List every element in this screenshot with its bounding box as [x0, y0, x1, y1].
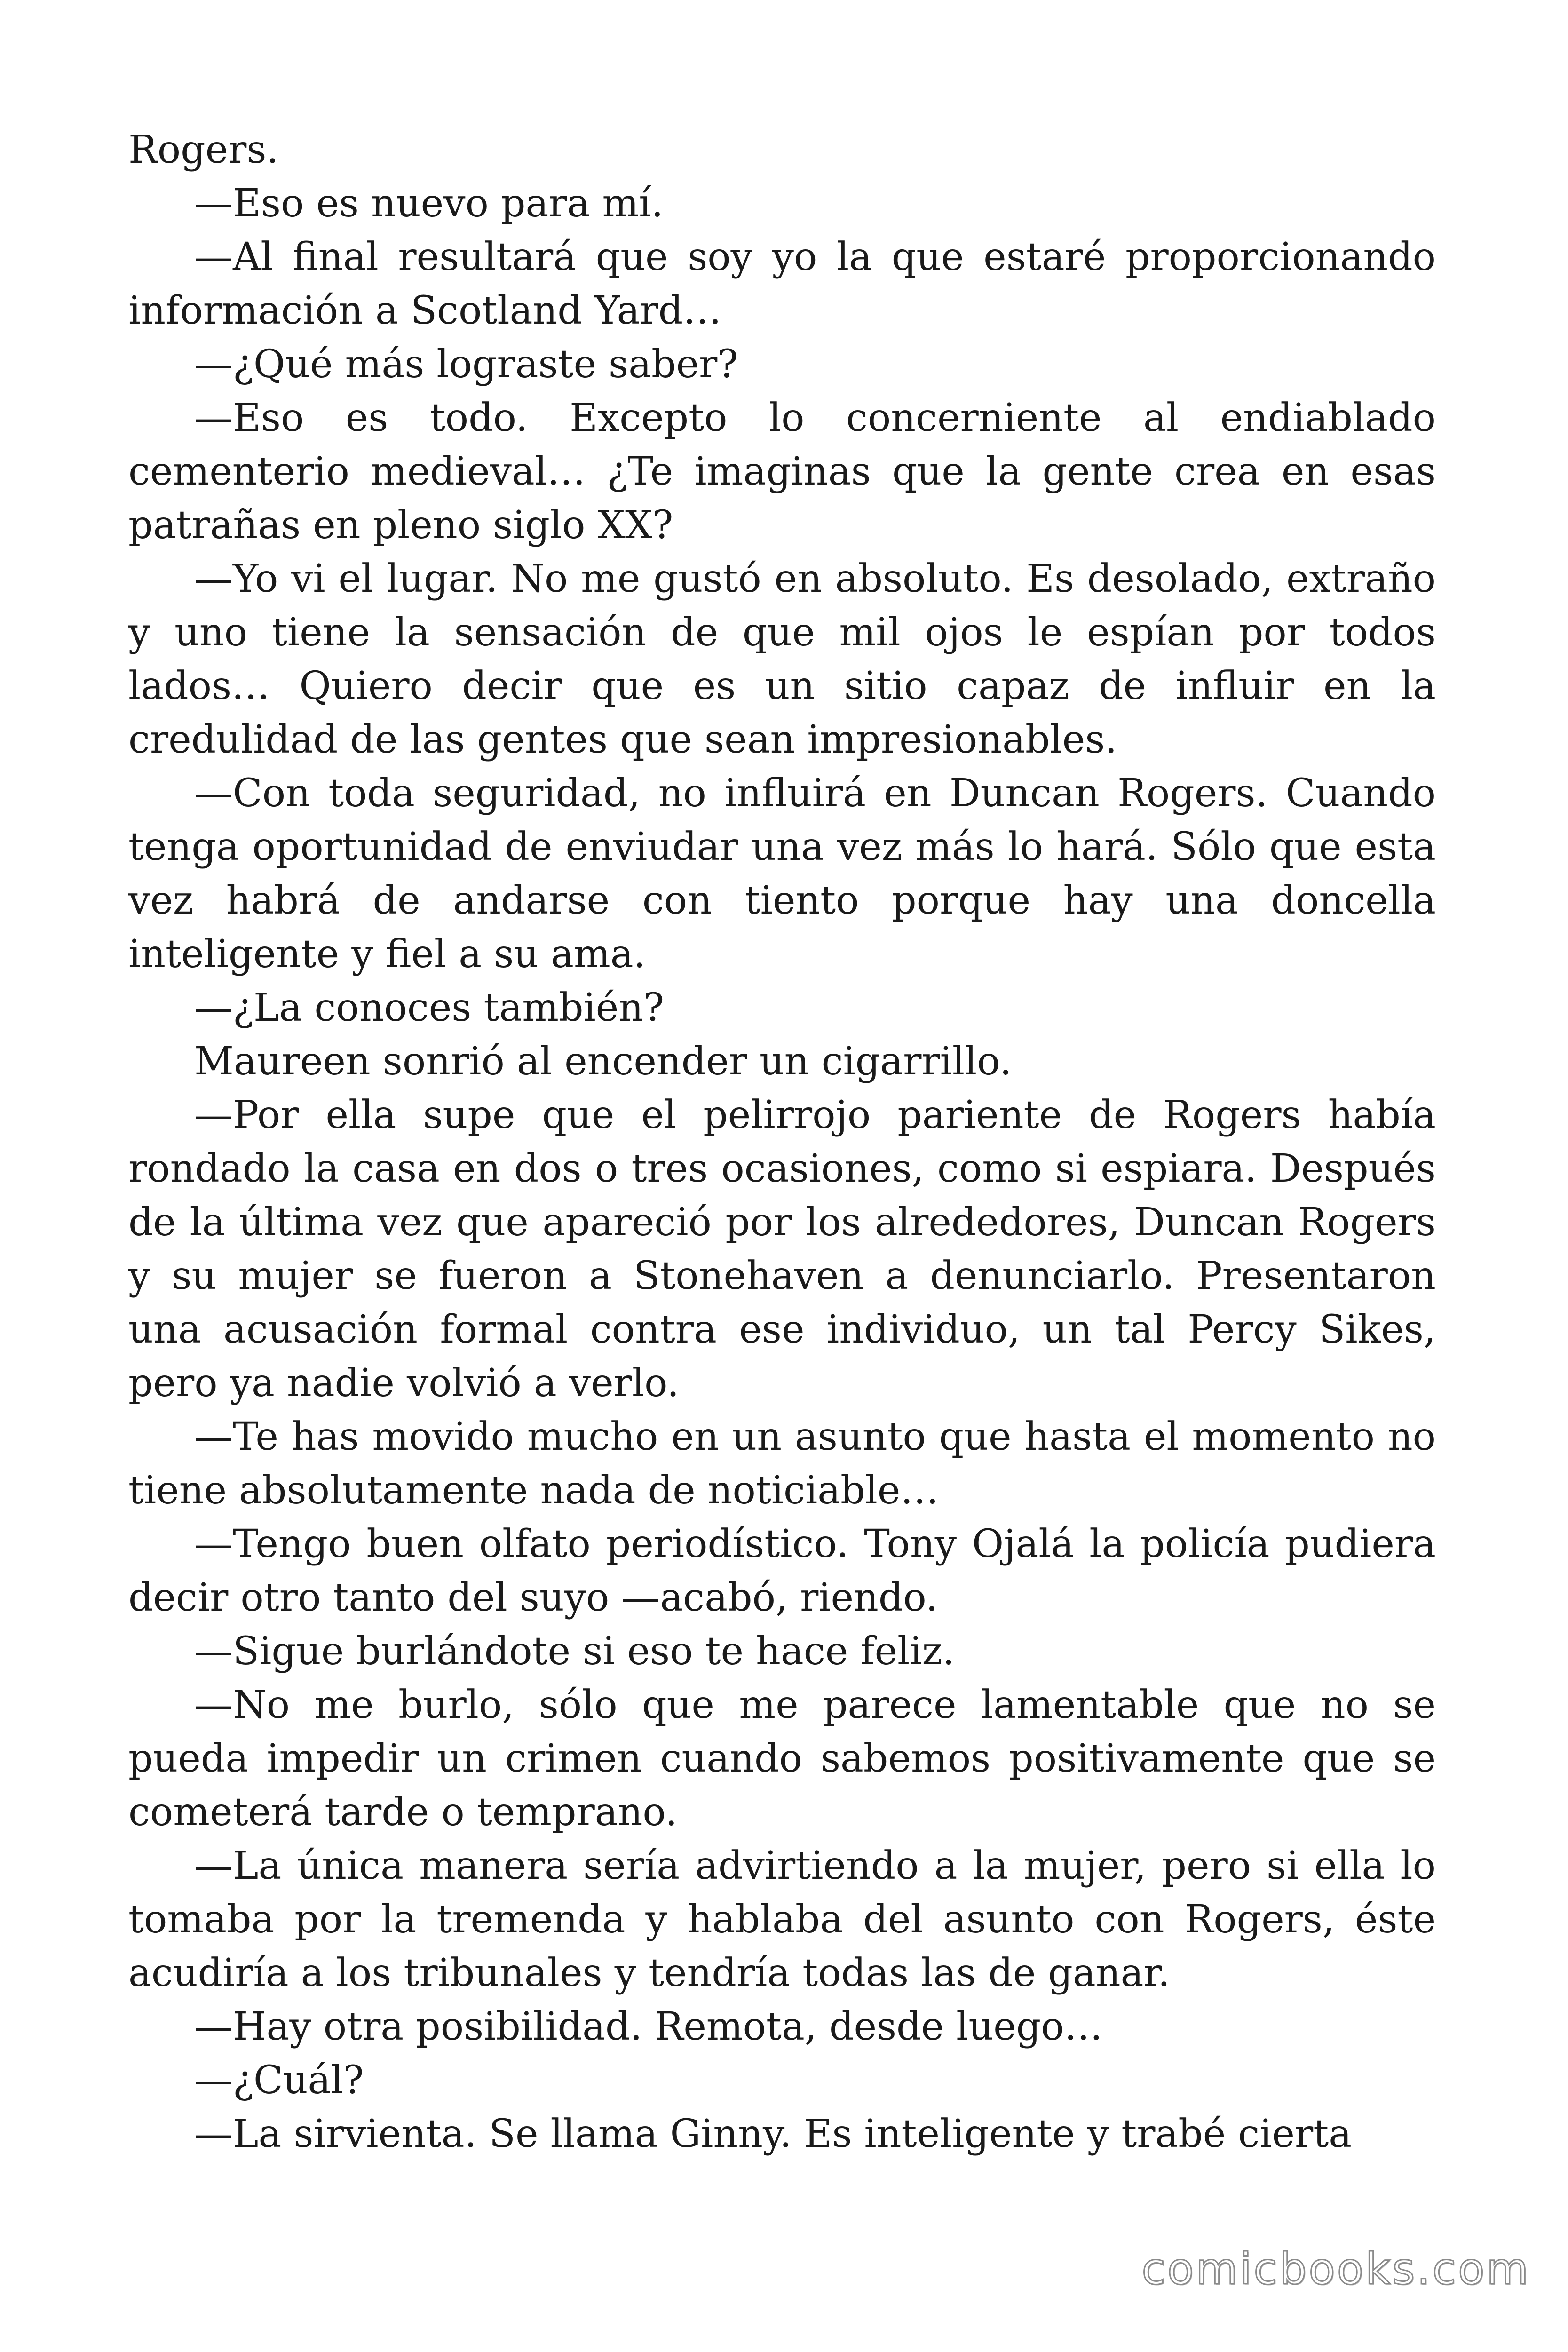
paragraph: —Hay otra posibilidad. Remota, desde luego… — [194, 2004, 1103, 2049]
paragraph: —Yo vi el lugar. No me gustó en absoluto. Es desolado, extraño y uno tiene la sensación de que mil ojos le espían por todos lados… Quiero decir que es un sitio capaz de influir en la credulidad de las gentes que sean impresionables. — [128, 556, 1436, 762]
paragraph: —La única manera sería advirtiendo a la mujer, pero si ella lo tomaba por la tremenda y hablaba del asunto con Rogers, éste acudiría a los tribunales y tendría todas las de ganar. — [128, 1843, 1436, 1995]
paragraph: Rogers. — [128, 127, 279, 172]
paragraph: —¿Qué más lograste saber? — [194, 342, 738, 387]
watermark: comicbooks.com — [1141, 2244, 1530, 2294]
paragraph: —La sirvienta. Se llama Ginny. Es inteligente y trabé cierta — [194, 2112, 1352, 2156]
paragraph: Maureen sonrió al encender un cigarrillo. — [194, 1039, 1012, 1084]
body-text — [128, 123, 1436, 2161]
paragraph: —Por ella supe que el pelirrojo pariente de Rogers había rondado la casa en dos o tres ocasiones, como si espiara. Después de la última vez que apareció por los alrededores, Duncan Rogers y su mujer se fueron a Stonehaven a denunciarlo. Presentaron una acusación formal contra ese individuo, un tal Percy Sikes, pero ya nadie volvió a verlo. — [128, 1093, 1436, 1406]
paragraph: —Al final resultará que soy yo la que estaré proporcionando información a Scotland Yard… — [128, 235, 1436, 333]
paragraph: —Tengo buen olfato periodístico. Tony Ojalá la policía pudiera decir otro tanto del suyo —acabó, riendo. — [128, 1522, 1436, 1620]
paragraph: —Te has movido mucho en un asunto que hasta el momento no tiene absolutamente nada de noticiable… — [128, 1414, 1436, 1513]
paragraph: —¿Cuál? — [194, 2058, 364, 2103]
paragraph: —Eso es nuevo para mí. — [194, 181, 664, 226]
paragraph: —¿La conoces también? — [194, 985, 665, 1030]
paragraph: —Eso es todo. Excepto lo concerniente al endiablado cementerio medieval… ¿Te imaginas que la gente crea en esas patrañas en pleno siglo XX? — [128, 396, 1436, 548]
paragraph: —Con toda seguridad, no influirá en Duncan Rogers. Cuando tenga oportunidad de enviudar una vez más lo hará. Sólo que esta vez habrá de andarse con tiento porque hay una doncella inteligente y fiel a su ama. — [128, 771, 1436, 977]
paragraph: —No me burlo, sólo que me parece lamentable que no se pueda impedir un crimen cuando sabemos positivamente que se cometerá tarde o temprano. — [128, 1683, 1436, 1835]
paragraph: —Sigue burlándote si eso te hace feliz. — [194, 1629, 955, 1674]
